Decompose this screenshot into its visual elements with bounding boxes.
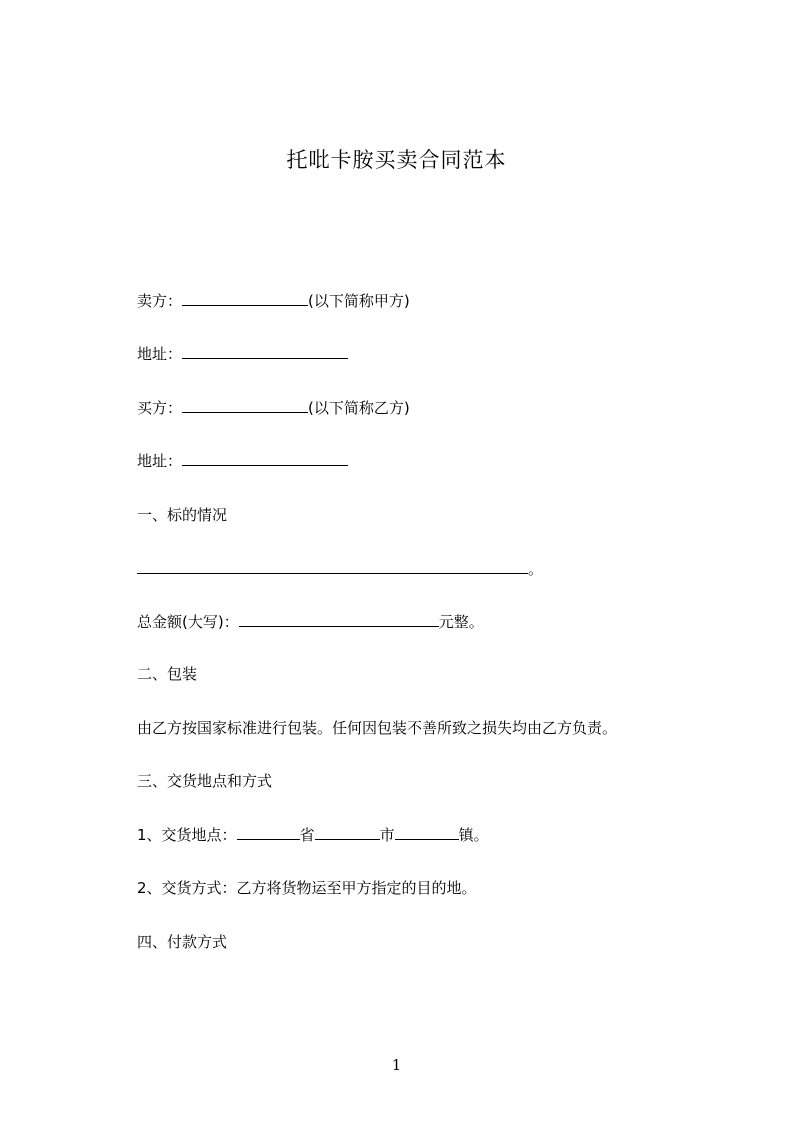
delivery-location-prefix: 1、交货地点： xyxy=(137,826,237,844)
delivery-location-line xyxy=(137,825,489,845)
section3-heading: 三、交货地点和方式 xyxy=(137,772,273,790)
subject-line xyxy=(137,559,543,579)
town-blank xyxy=(395,825,459,840)
total-amount-blank xyxy=(239,612,439,627)
seller-suffix: (以下简称甲方) xyxy=(308,292,410,310)
buyer-address-label: 地址： xyxy=(137,452,183,470)
seller-address-line xyxy=(137,344,348,364)
page-title: 托吡卡胺买卖合同范本 xyxy=(286,148,507,172)
page-number: 1 xyxy=(391,1056,402,1074)
subject-blank xyxy=(137,559,528,574)
total-amount-suffix: 元整。 xyxy=(438,613,484,631)
town-label: 镇。 xyxy=(458,826,489,844)
seller-label: 卖方： xyxy=(137,292,183,310)
city-blank xyxy=(315,825,380,840)
seller-line xyxy=(137,291,410,311)
total-amount-label: 总金额(大写)： xyxy=(137,613,239,631)
province-blank xyxy=(237,825,300,840)
province-label: 省 xyxy=(299,826,315,844)
subject-end-mark: 。 xyxy=(528,560,544,578)
buyer-suffix: (以下简称乙方) xyxy=(308,399,410,417)
buyer-line xyxy=(137,398,410,418)
seller-blank xyxy=(182,291,308,306)
buyer-address-line xyxy=(137,451,348,471)
delivery-method-line: 2、交货方式：乙方将货物运至甲方指定的目的地。 xyxy=(137,879,477,897)
section2-text: 由乙方按国家标准进行包装。任何因包装不善所致之损失均由乙方负责。 xyxy=(137,719,618,737)
section4-heading: 四、付款方式 xyxy=(137,933,228,951)
seller-address-label: 地址： xyxy=(137,345,183,363)
city-label: 市 xyxy=(379,826,395,844)
section2-heading: 二、包装 xyxy=(137,665,198,683)
seller-address-blank xyxy=(182,344,348,359)
total-amount-line xyxy=(137,612,484,632)
buyer-label: 买方： xyxy=(137,399,183,417)
buyer-address-blank xyxy=(182,451,348,466)
buyer-blank xyxy=(182,398,308,413)
section1-heading: 一、标的情况 xyxy=(137,506,228,524)
